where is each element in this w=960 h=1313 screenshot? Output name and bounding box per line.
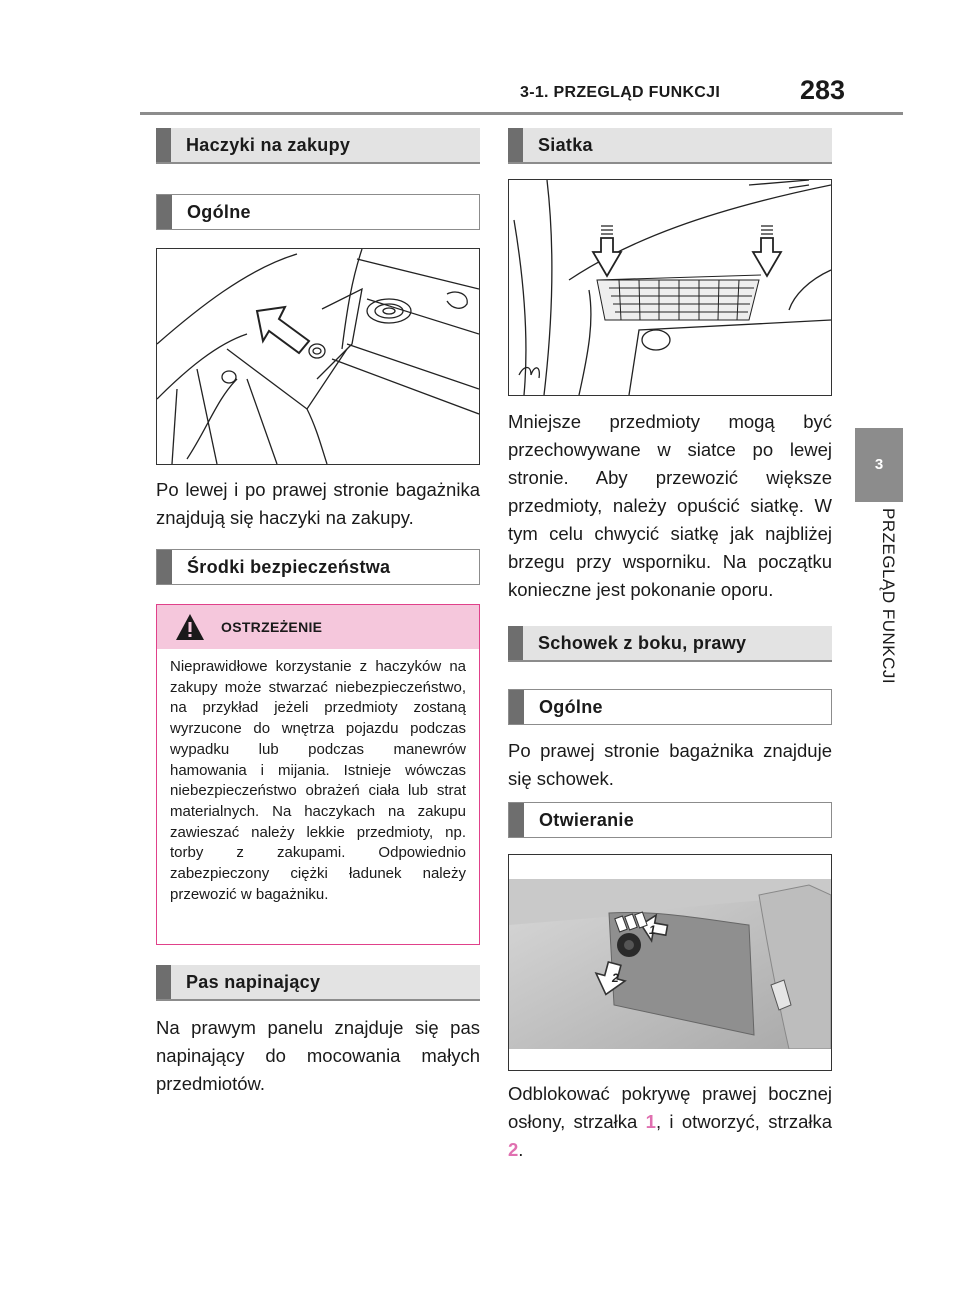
subheading-general <box>156 194 480 230</box>
subheading-opening <box>508 802 832 838</box>
figure-shopping-hook <box>156 248 480 465</box>
arrow-ref-1: 1 <box>645 1111 656 1132</box>
paragraph-shopping-hooks: Po lewej i po prawej stronie bagażnika znajdują się haczyki na zakupy. <box>156 479 480 528</box>
heading-text: Siatka <box>538 135 593 155</box>
warning-text: Nieprawidłowe korzystanie z haczyków na zakupy może stwarzać niebezpieczeństwo, na przykład jeżeli przedmioty zostaną wyrzucone do wnętrza pojazdu podczas wypadku lub podczas manewrów hamowania i mijania. Istnieje wówczas niebezpieczeństwo obrażeń ciała lub strat materialnych. Na haczykach na zakupu zawieszać należy lekkie przedmioty, np. torby z zakupami. Odpowiednio zabezpieczony ciężki ładunek należy przewozić w bagażniku. <box>170 658 466 903</box>
section-heading-side-compartment <box>508 626 832 662</box>
subheading-general-right <box>508 689 832 725</box>
heading-bar <box>509 690 524 724</box>
heading-bar <box>157 550 172 584</box>
chapter-title: 3-1. PRZEGLĄD FUNKCJI <box>520 84 721 101</box>
heading-text: Schowek z boku, prawy <box>538 633 747 653</box>
heading-bar <box>157 195 172 229</box>
opening-text-a: Odblokować pokrywę prawej bocznej osłony, strzałka <box>508 1083 832 1132</box>
chapter-tab: 3 <box>855 428 903 502</box>
heading-text: Ogólne <box>187 202 251 222</box>
net-illustration <box>509 180 831 395</box>
heading-text: Otwieranie <box>539 810 635 830</box>
arrow-label-1: 1 <box>649 923 656 937</box>
shopping-hook-illustration <box>157 249 479 464</box>
warning-header <box>157 605 479 649</box>
heading-bar <box>508 128 523 162</box>
heading-bar <box>509 803 524 837</box>
heading-text: Pas napinający <box>186 972 321 992</box>
section-heading-net <box>508 128 832 164</box>
compartment-photo-illustration <box>509 855 831 1070</box>
heading-bar <box>156 965 171 999</box>
heading-bar <box>156 128 171 162</box>
opening-text-b: , i otworzyć, strzałka <box>655 1111 833 1132</box>
paragraph-net: Mniejsze przedmioty mogą być przechowywane w siatce po lewej stronie. Aby przewozić większe przedmioty, należy opuścić siatkę. W tym celu chwycić siatkę jak najbliżej brzegu przy wsporniku. Na początku konieczne jest pokonanie oporu. <box>508 411 832 600</box>
arrow-ref-2: 2 <box>508 1139 519 1160</box>
opening-text-c: . <box>518 1139 524 1160</box>
paragraph-opening <box>508 1080 832 1164</box>
arrow-label-2: 2 <box>612 971 619 985</box>
page-number: 283 <box>800 75 846 105</box>
figure-compartment-opening <box>508 854 832 1071</box>
side-chapter-title: PRZEGLĄD FUNKCJI <box>879 508 898 685</box>
heading-bar <box>508 626 523 660</box>
paragraph-tension-strap: Na prawym panelu znajduje się pas napinający do mocowania małych przedmiotów. <box>156 1017 480 1094</box>
heading-text: Środki bezpieczeństwa <box>187 557 391 577</box>
heading-text: Haczyki na zakupy <box>186 135 351 155</box>
section-heading-shopping-hooks <box>156 128 480 164</box>
warning-title: OSTRZEŻENIE <box>221 619 323 635</box>
heading-text: Ogólne <box>539 697 603 717</box>
figure-net <box>508 179 832 396</box>
header-rule <box>140 112 903 115</box>
warning-triangle-icon <box>175 613 205 641</box>
section-heading-tension-strap <box>156 965 480 1001</box>
warning-box <box>156 604 480 945</box>
subheading-safety <box>156 549 480 585</box>
paragraph-side-compartment: Po prawej stronie bagażnika znajduje się schowek. <box>508 740 832 789</box>
